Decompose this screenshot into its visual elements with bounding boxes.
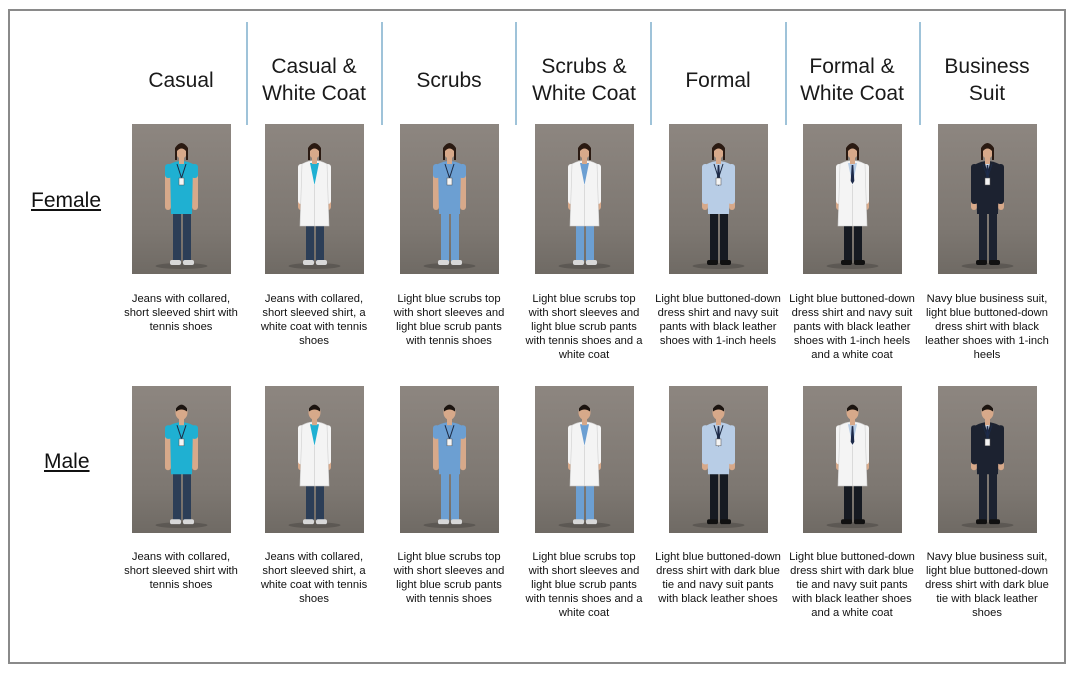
column-header-7: Business Suit bbox=[944, 55, 1030, 105]
outfit-description: Jeans with collared, short sleeved shirt, a white coat with tennis shoes bbox=[260, 551, 368, 605]
outfit-description: Navy blue business suit, light blue buttoned-down dress shirt with dark blue tie with black leather shoes bbox=[925, 551, 1049, 619]
header-divider bbox=[650, 22, 652, 125]
outfit-description: Light blue scrubs top with short sleeves and light blue scrub pants with tennis shoes bbox=[393, 551, 505, 605]
male-scrubs-photo bbox=[400, 386, 499, 533]
column-header-4: Scrubs & White Coat bbox=[532, 55, 636, 105]
header-divider bbox=[246, 22, 248, 125]
male-formal-white-coat-photo bbox=[803, 386, 902, 533]
male-casual-white-coat-photo bbox=[265, 386, 364, 533]
outfit-description: Light blue scrubs top with short sleeves and light blue scrub pants with tennis shoes bbox=[393, 293, 505, 347]
male-casual-photo bbox=[132, 386, 231, 533]
outfit-description: Light blue buttoned-down dress shirt with dark blue tie and navy suit pants with black leather shoes bbox=[655, 551, 781, 605]
outfit-description: Light blue scrubs top with short sleeves and light blue scrub pants with tennis shoes and a white coat bbox=[525, 551, 643, 619]
female-formal-white-coat-photo bbox=[803, 124, 902, 274]
male-formal-photo bbox=[669, 386, 768, 533]
male-scrubs-white-coat-photo bbox=[535, 386, 634, 533]
header-divider bbox=[515, 22, 517, 125]
column-header-3: Scrubs bbox=[416, 68, 482, 92]
header-divider bbox=[785, 22, 787, 125]
male-business-suit-photo bbox=[938, 386, 1037, 533]
outfit-description: Light blue buttoned-down dress shirt with dark blue tie and navy suit pants with black leather shoes and a white coat bbox=[789, 551, 915, 619]
column-header-2: Casual & White Coat bbox=[262, 55, 366, 105]
female-business-suit-photo bbox=[938, 124, 1037, 274]
female-scrubs-white-coat-photo bbox=[535, 124, 634, 274]
female-casual-photo bbox=[132, 124, 231, 274]
column-header-6: Formal & White Coat bbox=[800, 55, 904, 105]
outfit-description: Light blue buttoned-down dress shirt and navy suit pants with black leather shoes with 1-inch heels bbox=[655, 293, 781, 347]
row-label-male: Male bbox=[44, 450, 90, 473]
outfit-description: Light blue buttoned-down dress shirt and navy suit pants with black leather shoes with 1-inch heels and a white coat bbox=[789, 293, 915, 361]
row-label-female: Female bbox=[31, 189, 102, 212]
outfit-description: Jeans with collared, short sleeved shirt with tennis shoes bbox=[124, 293, 238, 333]
header-divider bbox=[381, 22, 383, 125]
header-divider bbox=[919, 22, 921, 125]
female-scrubs-photo bbox=[400, 124, 499, 274]
female-formal-photo bbox=[669, 124, 768, 274]
outfit-description: Navy blue business suit, light blue buttoned-down dress shirt with black leather shoes with 1-inch heels bbox=[925, 293, 1049, 361]
outfit-description: Jeans with collared, short sleeved shirt, a white coat with tennis shoes bbox=[260, 293, 368, 347]
column-header-1: Casual bbox=[148, 68, 214, 92]
column-header-5: Formal bbox=[685, 68, 751, 92]
outfit-description: Light blue scrubs top with short sleeves and light blue scrub pants with tennis shoes and a white coat bbox=[525, 293, 643, 361]
outfit-description: Jeans with collared, short sleeved shirt with tennis shoes bbox=[124, 551, 238, 591]
female-casual-white-coat-photo bbox=[265, 124, 364, 274]
